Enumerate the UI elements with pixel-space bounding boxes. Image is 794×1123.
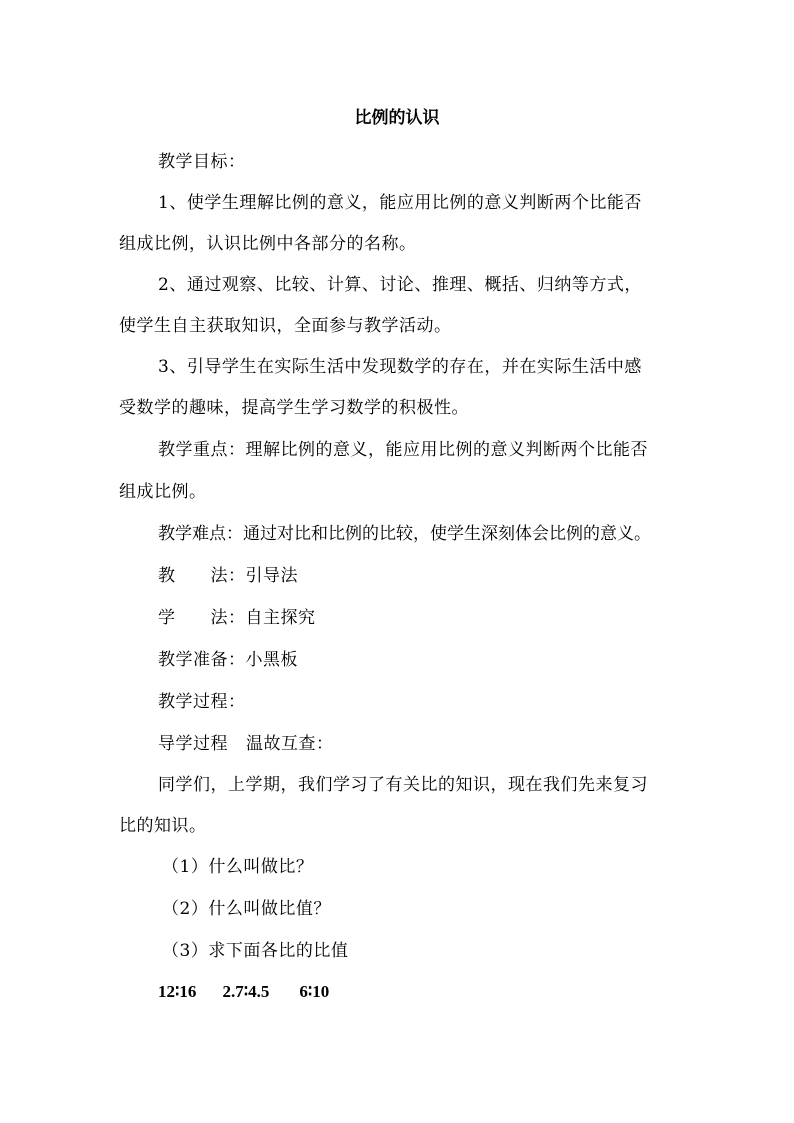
document-title: 比例的认识 — [354, 108, 440, 128]
objective-2-line-2: 使学生自主获取知识，全面参与教学活动。 — [119, 316, 452, 336]
key-points-line-2: 组成比例。 — [119, 482, 207, 502]
ratio-item: 12∶16 — [158, 982, 197, 1001]
objective-2-line-1: 2、通过观察、比较、计算、讨论、推理、概括、归纳等方式， — [158, 275, 642, 295]
question-1: （1）什么叫做比？ — [162, 857, 314, 877]
intro-line-1: 同学们，上学期，我们学习了有关比的知识，现在我们先来复习 — [158, 775, 648, 795]
ratio-item: 6∶10 — [299, 982, 330, 1001]
key-points-line-1: 教学重点：理解比例的意义，能应用比例的意义判断两个比能否 — [158, 440, 648, 460]
learning-method-value: 自主探究 — [245, 608, 316, 628]
question-3: （3）求下面各比的比值 — [162, 941, 349, 961]
guide-process — [158, 730, 723, 758]
objective-1-line-1: 1、使学生理解比例的意义，能应用比例的意义判断两个比能否 — [158, 193, 642, 213]
teaching-preparation: 教学准备：小黑板 — [158, 650, 298, 670]
objective-3-line-2: 受数学的趣味，提高学生学习数学的积极性。 — [119, 398, 469, 418]
ratio-list — [158, 978, 329, 1006]
ratio-item: 2.7∶4.5 — [222, 982, 270, 1001]
question-2: （2）什么叫做比值？ — [162, 899, 331, 919]
guide-label: 导学过程 — [158, 734, 228, 754]
guide-value: 温故互查： — [246, 734, 334, 754]
learning-method-label: 学 法： — [158, 608, 246, 628]
process-heading: 教学过程： — [158, 692, 246, 712]
teaching-method-value: 引导法 — [245, 566, 298, 586]
intro-line-2: 比的知识。 — [119, 816, 207, 836]
learning-method — [158, 604, 723, 632]
teaching-difficulty: 教学难点：通过对比和比例的比较，使学生深刻体会比例的意义。 — [158, 524, 651, 544]
objective-3-line-1: 3、引导学生在实际生活中发现数学的存在，并在实际生活中感 — [158, 357, 642, 377]
objectives-heading: 教学目标： — [158, 152, 246, 172]
teaching-method-label: 教 法： — [158, 566, 246, 586]
teaching-method — [158, 562, 723, 590]
objective-1-line-2: 组成比例，认识比例中各部分的名称。 — [119, 234, 417, 254]
